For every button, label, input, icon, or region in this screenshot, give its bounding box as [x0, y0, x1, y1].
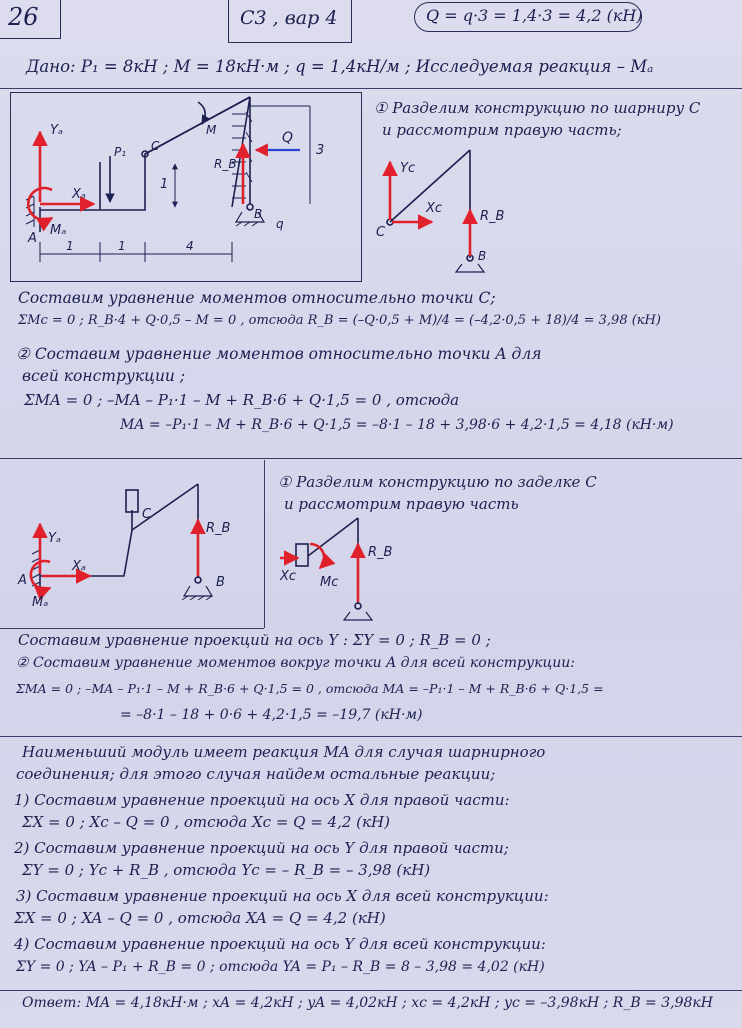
dim-1: 1	[66, 239, 74, 253]
label-ya: Yₐ	[50, 123, 64, 138]
label-three: 3	[316, 143, 325, 158]
label-xa: Xₐ	[72, 187, 86, 202]
label-b2: B	[478, 249, 487, 263]
part1-line-6: MA = –P₁·1 – M + R_B·6 + Q·1,5 = –8·1 – 18 + 3,98·6 + 4,2·1,5 = 4,18 (кН·м)	[120, 417, 674, 433]
part3-line-4: ΣX = 0 ; Xc – Q = 0 , отсюда Xc = Q = 4,2 (кН)	[22, 813, 390, 831]
part2-line-3: ΣMA = 0 ; –MA – P₁·1 – M + R_B·6 + Q·1,5 = 0 , отсюда MA = –P₁·1 – M + R_B·6 + Q·1,5 =	[16, 681, 604, 696]
part3-line-9: 4) Составим уравнение проекций на ось Y для всей конструкции:	[14, 935, 546, 953]
label-one: 1	[160, 177, 169, 192]
label-xa-2: Xₐ	[72, 559, 86, 574]
divider-1	[0, 88, 742, 89]
figure-1	[10, 92, 362, 282]
part1-line-2: ΣMc = 0 ; R_B·4 + Q·0,5 – M = 0 , отсюда R_B = (–Q·0,5 + M)/4 = (–4,2·0,5 + 18)/4 = 3,98 (кН)	[18, 313, 661, 328]
divider-5	[0, 990, 742, 991]
part3-line-5: 2) Составим уравнение проекций на ось Y для правой части;	[14, 839, 509, 857]
figure-2-border	[264, 460, 265, 628]
part3-line-10: ΣY = 0 ; YA – P₁ + R_B = 0 ; отсюда YA = P₁ – R_B = 8 – 3,98 = 4,02 (кН)	[16, 959, 545, 975]
part3-line-7: 3) Составим уравнение проекций на ось X для всей конструкции:	[16, 887, 549, 905]
dim-3: 4	[186, 239, 194, 253]
label-rb-3: R_B	[368, 545, 393, 560]
formula-text: Q = q·3 = 1,4·3 = 4,2 (кН)	[426, 6, 643, 25]
divider-4	[0, 736, 742, 737]
part2-step1-line2: и рассмотрим правую часть	[284, 495, 519, 513]
divider-2	[0, 458, 742, 459]
task-label: С3 , вар 4	[240, 7, 338, 29]
label-yc: Yc	[400, 161, 416, 176]
part3-line-2: соединения; для этого случая найдем остальные реакции;	[16, 765, 496, 783]
label-b: B	[254, 207, 263, 221]
label-a-2: A	[18, 573, 27, 588]
answer-line: Ответ: MA = 4,18кН·м ; xA = 4,2кН ; yA = 4,02кН ; xc = 4,2кН ; yc = –3,98кН ; R_B = 3,98кН	[22, 995, 713, 1011]
label-ma-2: Mₐ	[32, 595, 49, 610]
label-c: C	[151, 139, 160, 153]
figure-1b	[370, 140, 510, 280]
part2-step1-line1: ① Разделим конструкцию по заделке С	[278, 473, 597, 491]
part1-line-3: ② Составим уравнение моментов относительно точки A для	[16, 345, 542, 363]
part3-line-3: 1) Составим уравнение проекций на ось X для правой части:	[14, 791, 510, 809]
label-c-2: C	[142, 507, 152, 522]
label-b-2: B	[216, 575, 225, 590]
part2-line-2: ② Составим уравнение моментов вокруг точки A для всей конструкции:	[16, 655, 576, 671]
part2-line-1: Составим уравнение проекций на ось Y : ΣY = 0 ; R_B = 0 ;	[18, 631, 491, 649]
part1-line-1: Составим уравнение моментов относительно точки С;	[18, 289, 496, 307]
label-rb: R_B	[214, 157, 237, 171]
label-ma: Mₐ	[50, 223, 67, 238]
label-m: M	[206, 123, 217, 137]
part3-line-8: ΣX = 0 ; XA – Q = 0 , отсюда XA = Q = 4,2 (кН)	[14, 909, 386, 927]
part1-step1-line1: ① Разделим конструкцию по шарниру С	[374, 99, 701, 117]
part1-step1-line2: и рассмотрим правую часть;	[382, 121, 622, 139]
label-q-small: q	[276, 217, 284, 231]
part1-line-5: ΣMA = 0 ; –MA – P₁·1 – M + R_B·6 + Q·1,5 = 0 , отсюда	[24, 391, 460, 409]
figure-2b	[280, 516, 420, 626]
part2-line-4: = –8·1 – 18 + 0·6 + 4,2·1,5 = –19,7 (кН·м)	[120, 707, 423, 723]
label-p1: P₁	[114, 145, 127, 159]
label-rb-2: R_B	[206, 521, 231, 536]
part3-line-6: ΣY = 0 ; Yc + R_B , отсюда Yc = – R_B = – 3,98 (кН)	[22, 861, 431, 879]
divider-3	[0, 628, 264, 629]
figure-2	[10, 470, 264, 620]
part3-line-1: Наименьший модуль имеет реакция MA для случая шарнирного	[22, 743, 546, 761]
part1-line-4: всей конструкции ;	[22, 367, 186, 385]
label-rb2: R_B	[480, 209, 505, 224]
page-number: 26	[8, 3, 39, 31]
dim-2: 1	[118, 239, 126, 253]
label-mc: Mc	[320, 575, 339, 590]
label-ya-2: Yₐ	[48, 531, 62, 546]
label-c2: C	[376, 225, 386, 240]
label-a: A	[28, 231, 37, 246]
label-q: Q	[282, 130, 294, 146]
label-xc-2: Xc	[280, 569, 297, 584]
label-xc: Xc	[426, 201, 443, 216]
given-line: Дано: P₁ = 8кН ; M = 18кН·м ; q = 1,4кН/м ; Исследуемая реакция – Mₐ	[26, 57, 654, 76]
